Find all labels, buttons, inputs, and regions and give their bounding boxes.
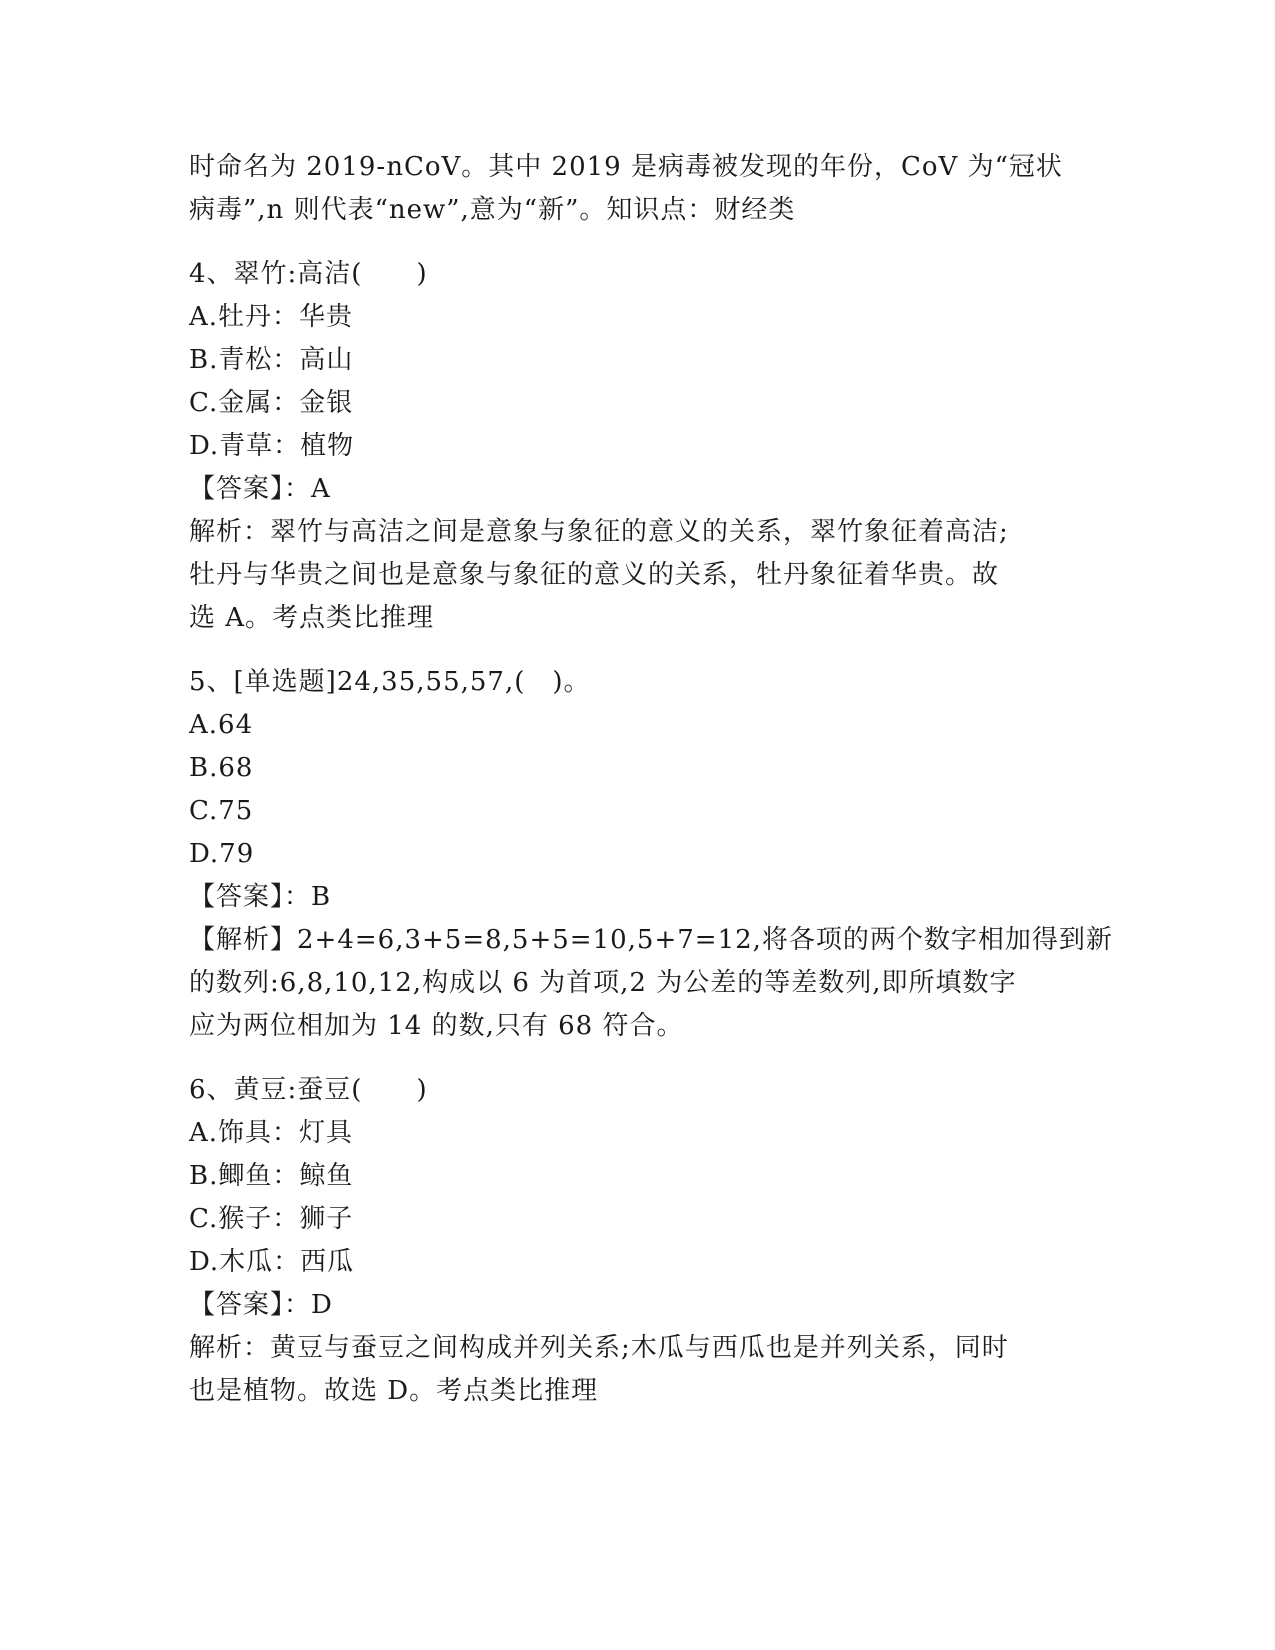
analysis-line: 牡丹与华贵之间也是意象与象征的意义的关系，牡丹象征着华贵。故 xyxy=(189,560,1000,590)
option-c: C.75 xyxy=(189,796,254,826)
paragraph-gap xyxy=(189,640,1089,661)
option-d: D.79 xyxy=(189,839,255,869)
option-b: B.鲫鱼：鲸鱼 xyxy=(189,1161,354,1191)
question-stem: 4、翠竹:高洁( ) xyxy=(189,259,428,289)
question-stem: 6、黄豆:蚕豆( ) xyxy=(189,1075,428,1105)
answer-line: 【答案】：B xyxy=(189,882,332,912)
analysis-line: 解析：黄豆与蚕豆之间构成并列关系;木瓜与西瓜也是并列关系，同时 xyxy=(189,1333,1009,1363)
option-d: D.木瓜：西瓜 xyxy=(189,1247,355,1277)
question-4 xyxy=(189,253,1089,640)
option-c: C.金属：金银 xyxy=(189,388,354,418)
analysis-line: 【解析】2+4=6,3+5=8,5+5=10,5+7=12,将各项的两个数字相加得到新 xyxy=(189,925,1113,955)
option-d: D.青草：植物 xyxy=(189,431,355,461)
question-6 xyxy=(189,1069,1089,1413)
analysis-line: 解析：翠竹与高洁之间是意象与象征的意义的关系，翠竹象征着高洁; xyxy=(189,517,1009,547)
option-c: C.猴子：狮子 xyxy=(189,1204,354,1234)
option-a: A.64 xyxy=(189,710,254,740)
paragraph-gap xyxy=(189,1048,1089,1069)
question-stem: 5、[单选题]24,35,55,57,( )。 xyxy=(189,667,591,697)
answer-line: 【答案】：D xyxy=(189,1290,333,1320)
paragraph-gap xyxy=(189,232,1089,253)
analysis-line: 的数列:6,8,10,12,构成以 6 为首项,2 为公差的等差数列,即所填数字 xyxy=(189,968,1017,998)
option-a: A.饰具：灯具 xyxy=(189,1118,354,1148)
analysis-line: 也是植物。故选 D。考点类比推理 xyxy=(189,1376,599,1406)
analysis-line: 应为两位相加为 14 的数,只有 68 符合。 xyxy=(189,1011,684,1041)
option-b: B.68 xyxy=(189,753,254,783)
analysis-line: 选 A。考点类比推理 xyxy=(189,603,435,633)
intro-line: 病毒”,n 则代表“new”,意为“新”。知识点：财经类 xyxy=(189,195,796,225)
question-5 xyxy=(189,661,1113,1048)
document-body xyxy=(189,146,1113,1413)
answer-line: 【答案】：A xyxy=(189,474,331,504)
option-b: B.青松：高山 xyxy=(189,345,354,375)
option-a: A.牡丹：华贵 xyxy=(189,302,354,332)
intro-paragraph xyxy=(189,146,1089,232)
intro-line: 时命名为 2019-nCoV。其中 2019 是病毒被发现的年份，CoV 为“冠状 xyxy=(189,152,1063,182)
